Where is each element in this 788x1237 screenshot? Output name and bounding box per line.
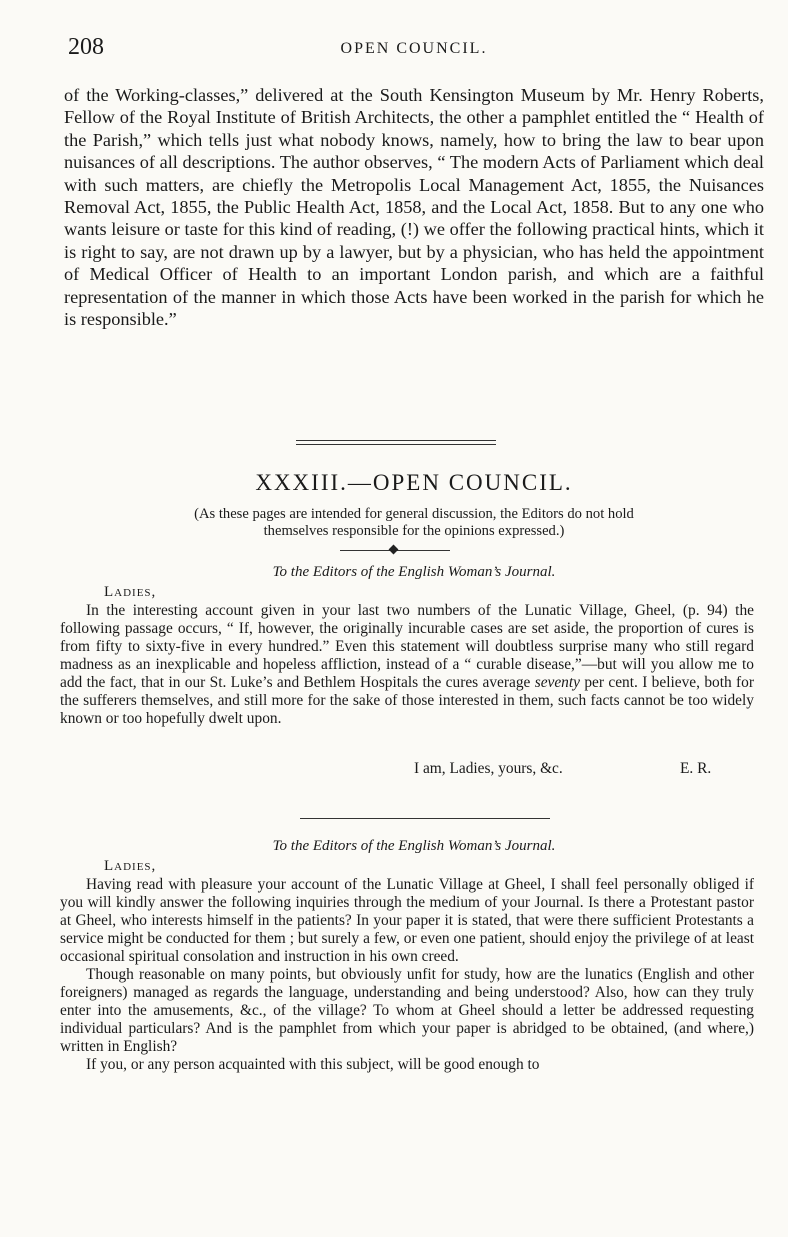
running-title: OPEN COUNCIL. bbox=[340, 40, 488, 57]
ornament-divider bbox=[340, 546, 450, 556]
letter1-heading: To the Editors of the English Woman’s Journal. bbox=[272, 564, 556, 580]
disclaimer-line-1: (As these pages are intended for general discussion, the Editors do not hold bbox=[194, 506, 634, 522]
letter1-text-b: per cent. I believe, both for the sufferers themselves, and still more for the sake of those interested in them, such facts cannot be too widely known or too hopefully dwelt upon. bbox=[60, 674, 754, 727]
section-disclaimer bbox=[64, 506, 764, 540]
letter1-body bbox=[60, 602, 754, 728]
intro-paragraph: of the Working-classes,” delivered at the South Kensington Museum by Mr. Henry Roberts, Fellow of the Royal Institute of British Architects, the other a pamphlet entitled the “ Health of the Parish,” which tells just what nobody knows, namely, how to bring the law to bear upon nuisances of all descriptions. The author observes, “ The modern Acts of Parliament which deal with such matters, are chiefly the Metropolis Local Management Act, 1855, the Nuisances Removal Act, 1855, the Public Health Act, 1858, and the Local Act, 1858. But to any one who wants leisure or taste for this kind of reading, (!) we offer the following practical hints, which it is right to say, are not drawn up by a lawyer, but by a physician, who has held the appointment of Medical Officer of Health to an important London parish, and which are a faithful representation of the manner in which those Acts have been worked in the parish for which he is responsible.” bbox=[64, 85, 764, 330]
letter1-closing: I am, Ladies, yours, &c. bbox=[414, 760, 563, 777]
letter2-paragraph-1: Having read with pleasure your account of the Lunatic Village at Gheel, I shall feel personally obliged if you will kindly answer the following inquiries through the medium of your Journal. Is there a Protestant pastor at Gheel, who interests himself in the patients? In your paper it is stated, that were there sufficient Protestants a service might be conducted for them ; but surely a few, or even one patient, should enjoy the privilege of at least occasional spiritual consolation and instruction in his own creed. bbox=[60, 876, 754, 965]
letter1-text-a: In the interesting account given in your last two numbers of the Lunatic Village, Gheel, (p. 94) the following passage occurs, “ If, however, the originally incurable cases are set aside, the proportion of cures is from fifty to sixty-five in every hundred.” Even this statement will doubtless surprise many who still regard madness as an inexplicable and hopeless affliction, instead of a “ curable disease,”—but will you allow me to add the fact, that in our St. Luke’s and Bethlem Hospitals the cures average bbox=[60, 602, 754, 691]
letter1-paragraph bbox=[60, 602, 754, 728]
letter2-salutation: Ladies, bbox=[104, 858, 157, 874]
running-head bbox=[68, 34, 760, 64]
letter1-initials: E. R. bbox=[680, 760, 712, 777]
letter2-paragraph-2: Though reasonable on many points, but obviously unfit for study, how are the lunatics (English and other foreigners) managed as regards the language, understanding and being understood? Also, how can they truly enter into the amusements, &c., of the village? To whom at Gheel should a letter be addressed requesting individual particulars? And is the pamphlet from which your paper is abridged to be obtained, (and where,) written in English? bbox=[60, 966, 754, 1055]
letter-divider bbox=[300, 818, 550, 819]
letter2-body bbox=[60, 876, 754, 1074]
letter2-paragraph-3: If you, or any person acquainted with this subject, will be good enough to bbox=[86, 1056, 540, 1073]
letter2-heading: To the Editors of the English Woman’s Journal. bbox=[272, 838, 556, 854]
intro-paragraph-block bbox=[64, 84, 764, 330]
section-title: XXXIII.—OPEN COUNCIL. bbox=[255, 470, 573, 495]
letter1-emphasis: seventy bbox=[534, 674, 580, 691]
section-divider bbox=[296, 440, 496, 445]
disclaimer-line-2: themselves responsible for the opinions expressed.) bbox=[263, 523, 565, 539]
diamond-ornament-icon bbox=[389, 545, 399, 555]
letter1-salutation: Ladies, bbox=[104, 584, 157, 600]
page-number: 208 bbox=[68, 34, 104, 60]
